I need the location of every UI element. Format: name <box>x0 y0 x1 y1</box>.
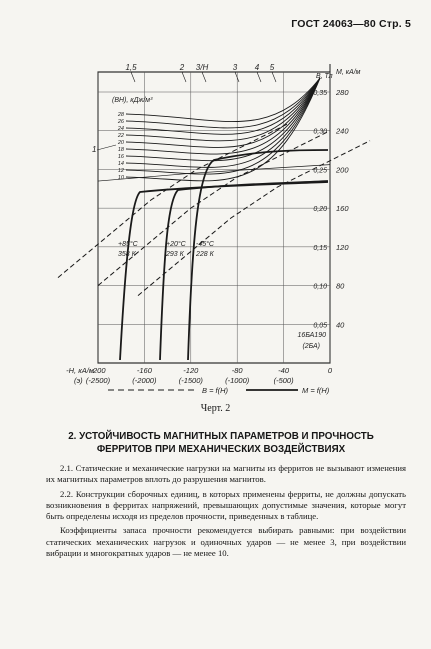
chart-curves <box>58 78 370 360</box>
temperature-label: 228 К <box>196 251 214 258</box>
bh-tick-label: 26 <box>117 119 124 125</box>
m-tick-label: 80 <box>336 281 345 291</box>
bh-iso-curve <box>126 78 320 134</box>
chart-labels <box>66 63 360 395</box>
grade-label: 16БА190 <box>297 332 326 339</box>
x-tick-label: 0 <box>327 366 333 375</box>
top-label-leader <box>272 72 276 82</box>
figure-caption: Черт. 2 <box>200 403 231 414</box>
left-curve-label: 1 <box>92 145 97 154</box>
top-label: 3 <box>232 63 238 72</box>
bh-tick-label: 16 <box>117 154 124 160</box>
x-tick-label: -120 <box>183 366 199 375</box>
b-tick-label: 0,20 <box>313 206 327 214</box>
legend-m-label: M = f(H) <box>302 386 330 395</box>
m-tick-label: 120 <box>336 242 349 252</box>
bh-tick-label: 20 <box>117 140 124 146</box>
top-label: 2 <box>179 63 185 72</box>
x-tick-oe-label: (-2000) <box>132 376 157 385</box>
top-label-leader <box>131 72 135 82</box>
m-axis-label: М, кА/м <box>336 69 361 76</box>
b-tick-label: 0,30 <box>313 128 327 136</box>
b-tick-label: 0,35 <box>313 90 327 97</box>
b-tick-label: 0,05 <box>313 322 327 330</box>
m-tick-label: 200 <box>336 165 349 175</box>
top-label: 3/Н <box>195 63 209 72</box>
top-label-leader <box>257 72 261 82</box>
x-tick-label: -160 <box>136 366 152 375</box>
legend-b-label: B = f(H) <box>202 386 229 395</box>
paragraph-2-2: 2.2. Конструкции сборочных единиц, в которых применены ферриты, не должны допускать возникновения в ферритах напряжений, превышающих допустимые значения, которые могут быть определены исходя из пределов прочности, приведенных в таблице. <box>46 488 406 522</box>
left-label-leader <box>97 145 116 150</box>
bh-tick-label: 22 <box>117 133 124 139</box>
top-label: 5 <box>269 63 275 72</box>
bh-iso-curve <box>126 78 320 174</box>
bh-iso-curve <box>126 78 320 128</box>
temperature-label: 293 К <box>166 251 184 258</box>
m-tick-label: 240 <box>336 126 349 136</box>
section-heading: 2. УСТОЙЧИВОСТЬ МАГНИТНЫХ ПАРАМЕТРОВ И ПРОЧНОСТЬ ФЕРРИТОВ ПРИ МЕХАНИЧЕСКИХ ВОЗДЕЙСТВИЯХ <box>68 431 374 455</box>
m-tick-label: 40 <box>336 320 345 330</box>
bh-tick-label: 18 <box>117 147 124 153</box>
x-tick-label: -80 <box>231 366 243 375</box>
top-label: 4 <box>254 63 260 72</box>
x-axis-title-sub: (э) <box>74 376 83 385</box>
temperature-label: +20°С <box>166 241 186 248</box>
x-axis-title: -Н, кА/м <box>66 366 94 375</box>
bh-tick-label: 12 <box>117 168 124 174</box>
grade-label-2: (2БА) <box>302 343 320 350</box>
x-tick-oe-label: (-1000) <box>225 376 250 385</box>
top-label-leader <box>182 72 186 82</box>
bh-tick-label: 24 <box>117 126 124 132</box>
bh-iso-curve <box>126 78 320 147</box>
m-tick-label: 160 <box>336 204 349 214</box>
bh-tick-label: 14 <box>117 161 124 167</box>
top-label: 1,5 <box>125 63 137 72</box>
x-tick-label: -200 <box>90 366 106 375</box>
top-label-leader <box>202 72 206 82</box>
page-header: ГОСТ 24063—80 Стр. 5 <box>291 18 411 30</box>
paragraph-2-1: 2.1. Статические и механические нагрузки на магниты из ферритов не вызывают изменения их магнитных параметров вплоть до разрушения магнитов. <box>46 463 406 485</box>
x-tick-oe-label: (-500) <box>273 376 294 385</box>
b-tick-label: 0,10 <box>313 283 327 291</box>
m-tick-label: 280 <box>336 88 349 97</box>
bh-tick-label: 10 <box>117 175 124 181</box>
bh-tick-label: 28 <box>117 112 124 118</box>
temperature-label: -45°С <box>196 241 214 248</box>
b-tick-label: 0,25 <box>313 167 327 175</box>
b-tick-label: 0,15 <box>313 244 327 252</box>
bh-axis-title: (ВН), кДж/м³ <box>112 97 153 104</box>
x-tick-oe-label: (-2500) <box>85 376 111 385</box>
temperature-label: +85°С <box>118 241 138 248</box>
b-axis-label: В, Тл <box>316 73 333 80</box>
b-curve-alt-1 <box>138 141 370 296</box>
section-body <box>46 463 406 562</box>
x-tick-oe-label: (-1500) <box>178 376 203 385</box>
paragraph-coefficients: Коэффициенты запаса прочности рекомендуется выбирать равными: при воздействии статических механических нагрузок и одиночных ударов — не менее 3, при воздействии вибрации и многократных ударов — не менее 10. <box>46 525 406 559</box>
x-tick-label: -40 <box>278 366 290 375</box>
temperature-label: 358 К <box>118 251 136 258</box>
